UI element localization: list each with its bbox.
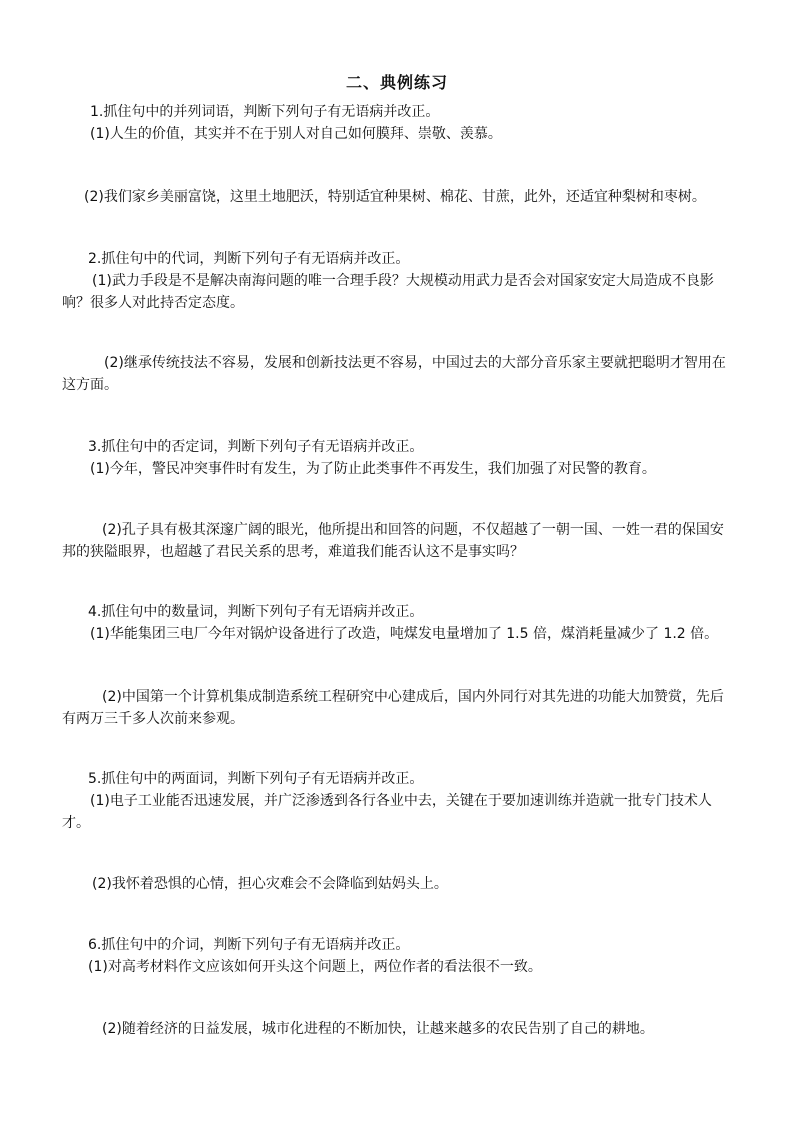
question-item: (2)我们家乡美丽富饶，这里土地肥沃，特别适宜种果树、棉花、甘蔗，此外，还适宜种梨树和枣树。	[84, 189, 706, 205]
question-item: (1)电子工业能否迅速发展，并广泛渗透到各行各业中去，关键在于要加速训练并造就一批专门技术人才。	[62, 793, 712, 831]
question-item: (1)今年，警民冲突事件时有发生，为了防止此类事件不再发生，我们加强了对民警的教育。	[90, 461, 656, 477]
question-item: (1)对高考材料作文应该如何开头这个问题上，两位作者的看法很不一致。	[88, 959, 542, 975]
question-item: (2)继承传统技法不容易，发展和创新技法更不容易，中国过去的大部分音乐家主要就把聪明才智用在这方面。	[62, 355, 726, 393]
page-title: 二、典例练习	[345, 73, 448, 92]
section-heading: 5.抓住句中的两面词，判断下列句子有无语病并改正。	[88, 771, 424, 787]
section-heading: 4.抓住句中的数量词，判断下列句子有无语病并改正。	[88, 604, 424, 620]
question-item: (1)人生的价值，其实并不在于别人对自己如何膜拜、崇敬、羡慕。	[90, 126, 502, 142]
question-item: (2)中国第一个计算机集成制造系统工程研究中心建成后，国内外同行对其先进的功能大加赞赏，先后有两万三千多人次前来参观。	[62, 689, 724, 727]
section-heading: 3.抓住句中的否定词，判断下列句子有无语病并改正。	[88, 439, 424, 455]
question-item: (1)武力手段是不是解决南海问题的唯一合理手段？大规模动用武力是否会对国家安定大局造成不良影响？很多人对此持否定态度。	[62, 273, 714, 311]
question-item: (2)孔子具有极其深邃广阔的眼光，他所提出和回答的问题，不仅超越了一朝一国、一姓一君的保国安邦的狭隘眼界，也超越了君民关系的思考，难道我们能否认这不是事实吗？	[62, 522, 724, 560]
question-item: (2)我怀着恐惧的心情，担心灾难会不会降临到姑妈头上。	[92, 876, 448, 892]
question-item: (2)随着经济的日益发展，城市化进程的不断加快，让越来越多的农民告别了自己的耕地。	[102, 1021, 654, 1037]
section-heading: 1.抓住句中的并列词语，判断下列句子有无语病并改正。	[90, 104, 440, 120]
question-item: (1)华能集团三电厂今年对锅炉设备进行了改造，吨煤发电量增加了 1.5 倍，煤消耗量减少了 1.2 倍。	[90, 626, 719, 642]
section-heading: 2.抓住句中的代词，判断下列句子有无语病并改正。	[88, 251, 410, 267]
section-heading: 6.抓住句中的介词，判断下列句子有无语病并改正。	[88, 937, 410, 953]
